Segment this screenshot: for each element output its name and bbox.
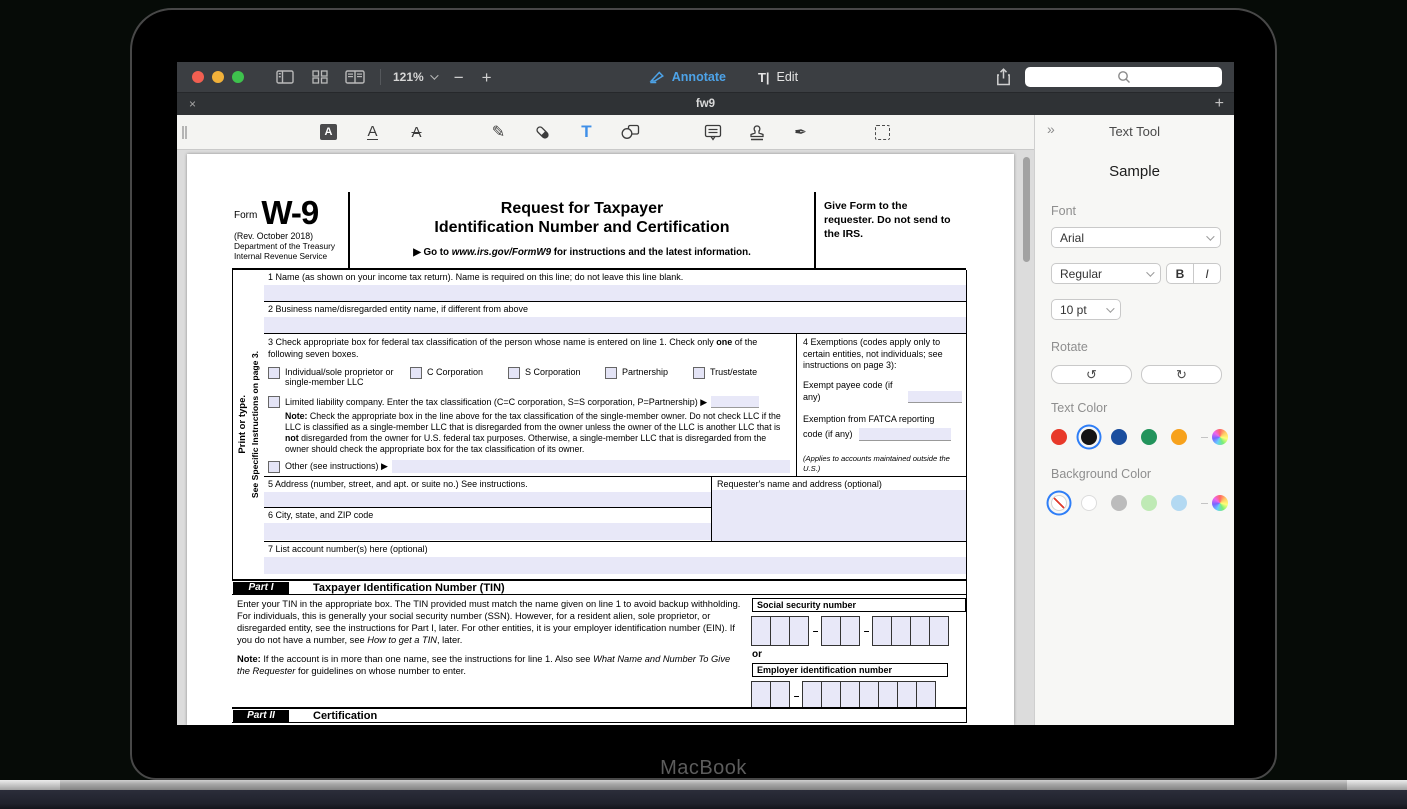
text-color-blue[interactable] bbox=[1111, 429, 1127, 445]
fatca-label-line1: Exemption from FATCA reporting bbox=[803, 414, 935, 425]
font-family-select[interactable] bbox=[1051, 227, 1221, 248]
rotate-ccw-icon: ↺ bbox=[1086, 366, 1097, 382]
highlight-icon: A bbox=[320, 124, 337, 140]
edit-label: Edit bbox=[776, 70, 799, 84]
underline-tool-button[interactable] bbox=[362, 121, 384, 143]
eraser-tool-button[interactable] bbox=[532, 121, 554, 143]
font-family-value: Arial bbox=[1060, 230, 1085, 245]
rotate-section-label: Rotate bbox=[1051, 340, 1088, 354]
share-button[interactable] bbox=[996, 68, 1011, 86]
ssn-dash: – bbox=[812, 625, 819, 637]
ssn-cell[interactable] bbox=[751, 616, 771, 646]
ssn-cell[interactable] bbox=[872, 616, 892, 646]
requester-field[interactable] bbox=[712, 490, 966, 541]
ssn-label: Social security number bbox=[752, 598, 966, 612]
line5-address-field[interactable] bbox=[264, 492, 711, 508]
background-color-swatches bbox=[1051, 495, 1228, 511]
tab-edit[interactable] bbox=[758, 70, 798, 85]
search-icon bbox=[1117, 70, 1131, 84]
line7-label: 7 List account number(s) here (optional) bbox=[268, 544, 428, 554]
text-cursor-icon: T| bbox=[757, 69, 770, 85]
close-tab-button[interactable]: × bbox=[189, 97, 197, 111]
rotate-cw-icon: ↻ bbox=[1176, 366, 1187, 382]
line4-label: 4 Exemptions (codes apply only to certain entities, not individuals; see instructions on page 3): bbox=[803, 337, 943, 371]
text-tool-icon: T bbox=[581, 122, 592, 141]
toolbar-divider bbox=[380, 69, 381, 85]
font-section-label: Font bbox=[1051, 204, 1077, 218]
applies-note: (Applies to accounts maintained outside the U.S.) bbox=[803, 454, 950, 474]
zoom-out-button[interactable]: − bbox=[453, 67, 464, 87]
close-window-button[interactable] bbox=[192, 71, 204, 83]
checkbox-c-corporation[interactable] bbox=[410, 367, 422, 379]
ssn-cell[interactable] bbox=[770, 616, 790, 646]
fatca-code-field[interactable] bbox=[859, 428, 951, 441]
italic-button[interactable]: I bbox=[1205, 266, 1209, 281]
zoom-control[interactable] bbox=[393, 69, 492, 86]
zoom-in-button[interactable]: + bbox=[481, 67, 492, 87]
requester-label: Requester's name and address (optional) bbox=[717, 479, 882, 489]
form-border-right bbox=[966, 270, 967, 723]
text-color-black[interactable] bbox=[1081, 429, 1097, 445]
other-field[interactable] bbox=[392, 460, 790, 473]
checkbox-partnership[interactable] bbox=[605, 367, 617, 379]
form-word: Form bbox=[234, 210, 258, 221]
form-dept1: Department of the Treasury bbox=[234, 240, 335, 251]
tin-paragraph: Enter your TIN in the appropriate box. The TIN provided must match the name given on line 1 to avoid backup withholding. For individuals, this is generally your social security number (SSN). However, for a resident alien, sole proprietor, or disregarded entity, see the instructions for Part I, later. For other entities, it is your employer identification number (EIN). If you do not have a number, see How to get a TIN, later. bbox=[237, 599, 741, 646]
signature-pen-icon: ✒ bbox=[794, 124, 807, 141]
fatca-label-line2: code (if any) bbox=[803, 429, 853, 440]
fullscreen-window-button[interactable] bbox=[232, 71, 244, 83]
checkbox-s-corporation[interactable] bbox=[508, 367, 520, 379]
font-size-select[interactable] bbox=[1051, 299, 1121, 320]
background-color-white[interactable] bbox=[1081, 495, 1097, 511]
ssn-cell[interactable] bbox=[789, 616, 809, 646]
llc-classification-field[interactable] bbox=[711, 396, 759, 408]
ssn-cell[interactable] bbox=[929, 616, 949, 646]
exempt-payee-label: Exempt payee code (if any) bbox=[803, 380, 893, 402]
background-color-light-blue[interactable] bbox=[1171, 495, 1187, 511]
line2-label: 2 Business name/disregarded entity name, if different from above bbox=[268, 304, 528, 314]
checkbox-other-label: Other (see instructions) ▶ bbox=[285, 461, 388, 471]
ssn-cell[interactable] bbox=[910, 616, 930, 646]
text-color-section-label: Text Color bbox=[1051, 401, 1108, 415]
vertical-scrollbar[interactable] bbox=[1023, 157, 1030, 262]
form-dept2: Internal Revenue Service bbox=[234, 250, 328, 261]
text-color-custom-picker[interactable] bbox=[1212, 429, 1228, 445]
give-form-note: Give Form to the requester. Do not send to the IRS. bbox=[824, 200, 951, 241]
line3-note: Note: Check the appropriate box in the line above for the tax classification of the single-member owner. Do not check LLC if the LLC is classified as a single-member LLC that is disregarded from the owner unless the owner of the LLC is another LLC that is not disregarded from the owner for U.S. federal tax purposes. Otherwise, a single-member LLC that is disregarded from the owner should check the appropriate box for the tax classification of its owner. bbox=[285, 411, 781, 455]
ssn-dash: – bbox=[863, 625, 870, 637]
toolbar-drag-handle[interactable] bbox=[182, 126, 187, 139]
thumbnail-grid-view-button[interactable] bbox=[309, 68, 331, 86]
w9-form-page bbox=[187, 154, 1014, 725]
strikethrough-tool-button[interactable] bbox=[406, 121, 428, 143]
annotate-label: Annotate bbox=[671, 70, 726, 84]
note-tool-button[interactable] bbox=[702, 121, 724, 143]
swatch-divider bbox=[1201, 437, 1208, 438]
background-color-custom-picker[interactable] bbox=[1212, 495, 1228, 511]
form-number: W-9 bbox=[261, 194, 319, 231]
shapes-tool-button[interactable] bbox=[620, 121, 642, 143]
signature-tool-button[interactable] bbox=[790, 121, 812, 143]
line6-city-field[interactable] bbox=[264, 523, 711, 540]
stamp-icon bbox=[749, 124, 765, 141]
ssn-cell[interactable] bbox=[821, 616, 841, 646]
checkbox-individual[interactable] bbox=[268, 367, 280, 379]
search-input[interactable] bbox=[1025, 67, 1222, 87]
form-title-line1: Request for Taxpayer bbox=[500, 200, 664, 217]
checkbox-c-corporation-label: C Corporation bbox=[427, 367, 484, 378]
checkbox-llc-label: Limited liability company. Enter the tax classification (C=C corporation, S=S corporation, P=Partnership) ▶ bbox=[285, 397, 708, 408]
macbook-body bbox=[0, 790, 1407, 809]
underline-icon: A bbox=[367, 122, 378, 140]
macbook-screen-bezel bbox=[130, 8, 1277, 780]
part1-chip: Part I bbox=[233, 582, 289, 594]
line3-label: 3 Check appropriate box for federal tax classification of the person whose name is entered on line 1. Check only one of the following seven boxes. bbox=[268, 337, 758, 359]
collapse-panel-button[interactable]: » bbox=[1047, 121, 1055, 137]
background-color-none[interactable] bbox=[1051, 495, 1067, 511]
annotate-pen-icon bbox=[649, 71, 665, 84]
app-toolbar bbox=[177, 62, 1234, 92]
app-window bbox=[177, 62, 1234, 725]
minimize-window-button[interactable] bbox=[212, 71, 224, 83]
document-tab[interactable]: fw9 bbox=[695, 98, 716, 110]
sample-preview: Sample bbox=[1109, 163, 1160, 180]
part2-header bbox=[232, 707, 966, 723]
line2-business-name-field[interactable] bbox=[264, 317, 966, 334]
sidebar-view-button[interactable] bbox=[274, 68, 296, 86]
form-revision: (Rev. October 2018) bbox=[234, 231, 314, 241]
font-style-select[interactable] bbox=[1051, 263, 1161, 284]
font-style-value: Regular bbox=[1060, 266, 1103, 281]
tin-note: Note: If the account is in more than one name, see the instructions for line 1. Also see What Name and Number To Give the Requester for guidelines on whose number to enter. bbox=[237, 654, 731, 677]
annotation-toolbar bbox=[177, 115, 1034, 150]
tab-annotate[interactable] bbox=[649, 70, 726, 84]
checkbox-other[interactable] bbox=[268, 461, 280, 473]
tab-bar bbox=[177, 92, 1234, 115]
text-tool-button[interactable] bbox=[576, 121, 598, 143]
text-color-green[interactable] bbox=[1141, 429, 1157, 445]
tin-section bbox=[237, 598, 966, 706]
part2-title: Certification bbox=[313, 709, 378, 722]
text-color-swatches bbox=[1051, 429, 1228, 445]
part1-header bbox=[232, 579, 966, 595]
chevron-down-icon bbox=[1106, 304, 1114, 312]
line1-name-field[interactable] bbox=[264, 285, 966, 302]
pencil-icon: ✎ bbox=[491, 124, 506, 141]
swatch-divider bbox=[1201, 503, 1208, 504]
font-size-value: 10 pt bbox=[1060, 302, 1087, 317]
line1-label: 1 Name (as shown on your income tax return). Name is required on this line; do not leave this line blank. bbox=[268, 272, 684, 282]
checkbox-individual-label: Individual/sole proprietor or single-member LLC bbox=[285, 367, 394, 388]
text-tool-panel bbox=[1034, 115, 1234, 725]
exempt-payee-field[interactable] bbox=[908, 391, 962, 403]
text-color-orange[interactable] bbox=[1171, 429, 1187, 445]
zoom-level-value[interactable]: 121% bbox=[393, 70, 424, 84]
document-viewer[interactable] bbox=[177, 150, 1034, 725]
checkbox-trust-estate-label: Trust/estate bbox=[710, 367, 758, 378]
new-tab-button[interactable]: + bbox=[1214, 95, 1224, 112]
selection-tool-button[interactable] bbox=[872, 121, 894, 143]
form-header bbox=[232, 192, 966, 270]
print-or-type-rail: Print or type. See Specific Instructions on page 3. bbox=[236, 350, 260, 499]
eraser-icon bbox=[534, 124, 551, 141]
checkbox-s-corporation-label: S Corporation bbox=[525, 367, 581, 378]
checkbox-llc[interactable] bbox=[268, 396, 280, 408]
panel-title: Text Tool bbox=[1108, 124, 1161, 139]
rotate-ccw-button[interactable] bbox=[1051, 365, 1132, 384]
ein-dash: – bbox=[793, 690, 800, 702]
ein-label: Employer identification number bbox=[752, 663, 948, 677]
note-icon bbox=[704, 124, 722, 141]
macbook-logo-label: MacBook bbox=[660, 757, 747, 779]
checkbox-trust-estate[interactable] bbox=[693, 367, 705, 379]
line7-account-field[interactable] bbox=[264, 557, 966, 574]
part2-chip: Part II bbox=[233, 710, 289, 722]
background-color-light-green[interactable] bbox=[1141, 495, 1157, 511]
part1-title: Taxpayer Identification Number (TIN) bbox=[313, 581, 505, 594]
ssn-cell[interactable] bbox=[891, 616, 911, 646]
background-color-section-label: Background Color bbox=[1051, 467, 1152, 481]
line5-label: 5 Address (number, street, and apt. or suite no.) See instructions. bbox=[268, 479, 528, 489]
checkbox-partnership-label: Partnership bbox=[622, 367, 669, 378]
strikethrough-icon: A bbox=[411, 123, 422, 141]
two-page-view-button[interactable] bbox=[344, 68, 366, 86]
or-label: or bbox=[752, 649, 762, 660]
bold-button[interactable]: B bbox=[1167, 264, 1194, 283]
chevron-down-icon bbox=[1206, 232, 1214, 240]
background-color-gray[interactable] bbox=[1111, 495, 1127, 511]
chevron-down-icon bbox=[1146, 268, 1154, 276]
ssn-cell[interactable] bbox=[840, 616, 860, 646]
selection-icon bbox=[875, 125, 890, 140]
macbook-base bbox=[0, 780, 1407, 809]
pencil-tool-button[interactable] bbox=[488, 121, 510, 143]
rotate-cw-button[interactable] bbox=[1141, 365, 1222, 384]
ssn-cells bbox=[752, 616, 966, 646]
stamp-tool-button[interactable] bbox=[746, 121, 768, 143]
text-color-red[interactable] bbox=[1051, 429, 1067, 445]
highlight-tool-button[interactable] bbox=[318, 121, 340, 143]
form-goto-line: ▶ Go to www.irs.gov/FormW9 for instructions and the latest information. bbox=[413, 246, 751, 258]
shapes-icon bbox=[621, 124, 640, 140]
form-title-line2: Identification Number and Certification bbox=[434, 218, 730, 236]
chevron-down-icon bbox=[430, 71, 438, 79]
line6-label: 6 City, state, and ZIP code bbox=[268, 510, 374, 520]
